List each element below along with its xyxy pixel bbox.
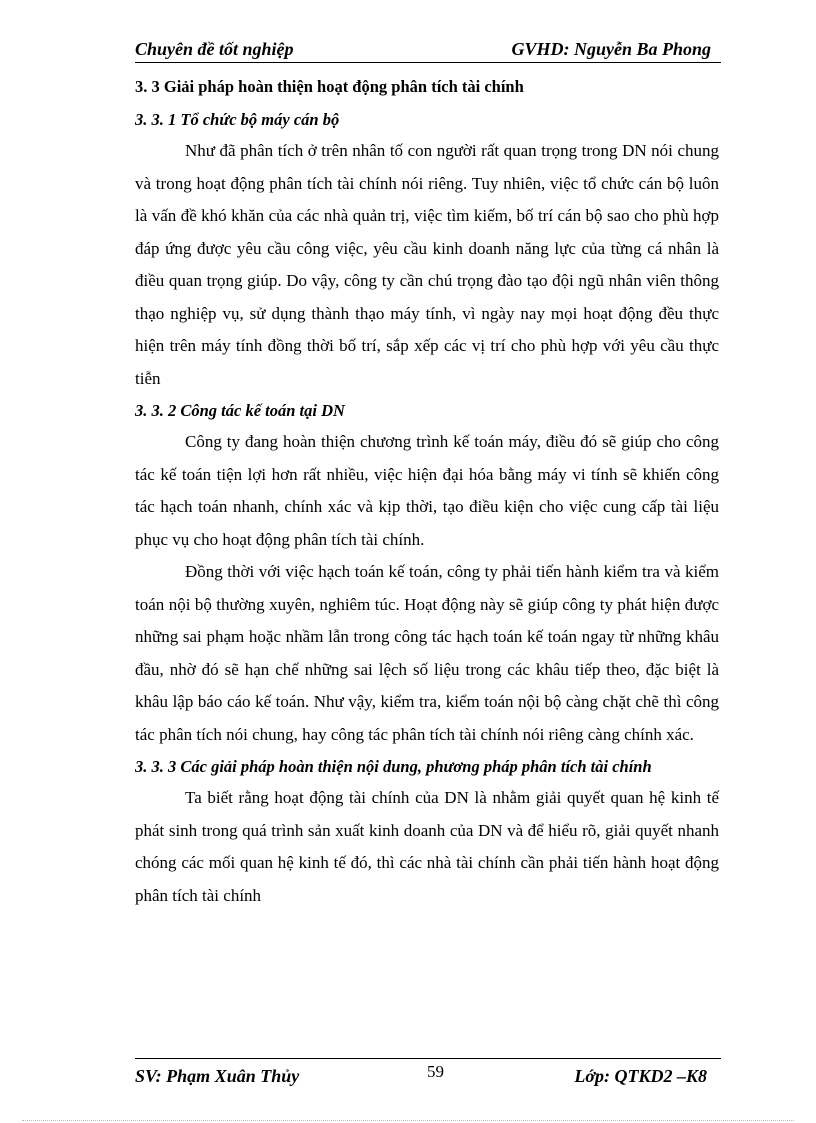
page-footer [135,1058,721,1091]
footer-class: Lớp: QTKD2 –K8 [574,1066,707,1086]
page-number: 59 [427,1062,444,1081]
page-edge-divider [22,1120,794,1121]
page-content [135,74,719,912]
subsection-title-1: 3. 3. 1 Tổ chức bộ máy cán bộ [135,110,340,129]
paragraph: Công ty đang hoàn thiện chương trình kế toán máy, điều đó sẽ giúp cho công tác kế toán tiện lợi hơn rất nhiều, việc hiện đại hóa bằng máy vi tính sẽ khiến công tác hạch toán nhanh, chính xác và kịp thời, tạo điều kiện cho việc cung cấp tài liệu phục vụ cho hoạt động phân tích tài chính. [135,432,719,549]
footer-student: SV: Phạm Xuân Thủy [135,1066,300,1086]
page-header [135,38,721,63]
section-title: 3. 3 Giải pháp hoàn thiện hoạt động phân tích tài chính [135,77,524,96]
paragraph: Đồng thời với việc hạch toán kế toán, công ty phải tiến hành kiểm tra và kiểm toán nội bộ thường xuyên, nghiêm túc. Hoạt động này sẽ giúp công ty phát hiện được những sai phạm hoặc nhầm lẫn trong công tác hạch toán kế toán ngay từ những khâu đầu, nhờ đó sẽ hạn chế những sai lệch số liệu trong các khâu tiếp theo, đặc biệt là khâu lập báo cáo kế toán. Như vậy, kiểm tra, kiểm toán nội bộ càng chặt chẽ thì công tác phân tích nói chung, hay công tác phân tích tài chính nói riêng càng chính xác. [135,562,719,744]
subsection-title-3: 3. 3. 3 Các giải pháp hoàn thiện nội dung, phương pháp phân tích tài chính [135,757,652,776]
subsection-title-2: 3. 3. 2 Công tác kế toán tại DN [135,401,345,420]
header-advisor: GVHD: Nguyễn Ba Phong [511,39,711,59]
paragraph: Ta biết rằng hoạt động tài chính của DN là nhằm giải quyết quan hệ kinh tế phát sinh trong quá trình sản xuất kinh doanh của DN và để hiểu rõ, giải quyết nhanh chóng các mối quan hệ kinh tế đó, thì các nhà tài chính cần phải tiến hành hoạt động phân tích tài chính [135,788,719,905]
header-topic: Chuyên đề tốt nghiệp [135,39,294,59]
paragraph: Như đã phân tích ở trên nhân tố con người rất quan trọng trong DN nói chung và trong hoạt động phân tích tài chính nói riêng. Tuy nhiên, việc tổ chức cán bộ luôn là vấn đề khó khăn của các nhà quản trị, việc tìm kiếm, bố trí cán bộ sao cho phù hợp đáp ứng được yêu cầu công việc, yêu cầu kinh doanh năng lực của từng cá nhân là điều quan trọng giúp. Do vậy, công ty cần chú trọng đào tạo đội ngũ nhân viên thông thạo nghiệp vụ, sử dụng thành thạo máy tính, vì ngày nay mọi hoạt động đều thực hiện trên máy tính đồng thời bố trí, sắp xếp các vị trí cho phù hợp với yêu cầu thực tiễn [135,141,719,388]
